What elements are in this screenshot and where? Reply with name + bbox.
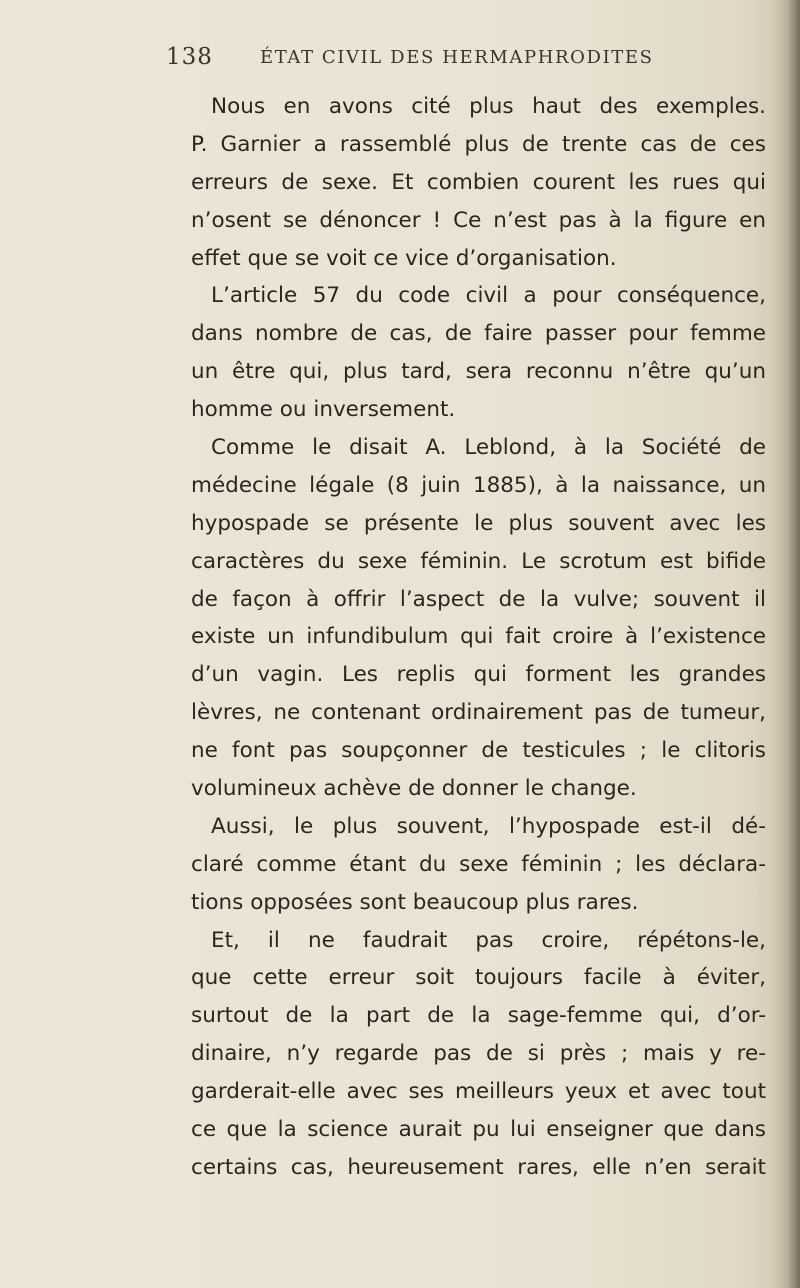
text-line: dans nombre de cas, de faire passer pour femme	[191, 321, 766, 347]
text-line: homme ou inversement.	[191, 397, 456, 423]
text-line: tions opposées sont beaucoup plus rares.	[191, 889, 639, 915]
text-line: garderait-elle avec ses meilleurs yeux et avec tout	[191, 1079, 766, 1105]
text-line: erreurs de sexe. Et combien courent les rues qui	[191, 169, 766, 195]
text-line: un être qui, plus tard, sera reconnu n’être qu’un	[191, 359, 766, 385]
body-text	[191, 88, 766, 1187]
text-line: Et, il ne faudrait pas croire, répétons-le,	[211, 927, 766, 953]
text-line: de façon à offrir l’aspect de la vulve; souvent il	[191, 586, 766, 612]
page-number: 138	[166, 44, 213, 70]
text-line: Comme le disait A. Leblond, à la Société de	[211, 435, 766, 461]
text-line: ne font pas soupçonner de testicules ; le clitoris	[191, 738, 766, 764]
page-header	[166, 44, 766, 74]
text-line: hypospade se présente le plus souvent avec les	[191, 510, 766, 536]
text-line: médecine légale (8 juin 1885), à la naissance, un	[191, 472, 766, 498]
text-line: volumineux achève de donner le change.	[191, 776, 637, 802]
text-line: caractères du sexe féminin. Le scrotum est bifide	[191, 548, 766, 574]
text-line: ce que la science aurait pu lui enseigner que dans	[191, 1117, 766, 1143]
text-line: P. Garnier a rassemblé plus de trente cas de ces	[191, 131, 766, 157]
text-line: Nous en avons cité plus haut des exemples.	[211, 94, 766, 119]
text-line: claré comme étant du sexe féminin ; les déclara-	[191, 851, 766, 877]
running-title: ÉTAT CIVIL DES HERMAPHRODITES	[260, 47, 654, 68]
text-line: existe un infundibulum qui fait croire à l’existence	[191, 624, 766, 650]
text-line: L’article 57 du code civil a pour conséquence,	[211, 283, 766, 309]
text-line: n’osent se dénoncer ! Ce n’est pas à la figure en	[191, 207, 766, 233]
text-line: dinaire, n’y regarde pas de si près ; mais y re-	[191, 1041, 766, 1067]
text-line: que cette erreur soit toujours facile à éviter,	[191, 965, 766, 991]
page-edge-shadow	[772, 0, 800, 1288]
text-line: d’un vagin. Les replis qui forment les grandes	[191, 662, 766, 688]
text-line: effet que se voit ce vice d’organisation.	[191, 245, 617, 271]
text-line: surtout de la part de la sage-femme qui, d’or-	[191, 1003, 766, 1029]
text-line: lèvres, ne contenant ordinairement pas de tumeur,	[191, 700, 766, 726]
text-line: certains cas, heureusement rares, elle n’en serait	[191, 1154, 766, 1180]
text-line: Aussi, le plus souvent, l’hypospade est-il dé-	[211, 813, 766, 839]
